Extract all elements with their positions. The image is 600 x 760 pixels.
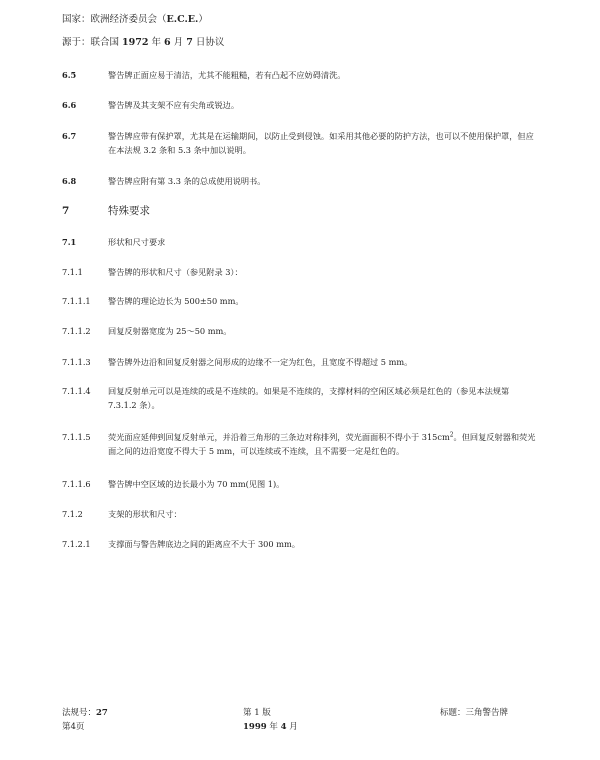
clause-text: 警告牌应带有保护罩，尤其是在运输期间，以防止受到侵蚀。如采用其他必要的防护方法，也可以不使用保护罩，但应在本法规 3.2 条和 5.3 条中加以说明。 [108,131,534,155]
header-country: 国家：欧洲经济委员会（E.C.E.） [62,14,208,25]
clause-text: 警告牌及其支架不应有尖角或锐边。 [108,100,240,110]
clause-number: 7.1.1.6 [62,479,91,489]
clause-text: 荧光面应延伸到回复反射单元，并沿着三角形的三条边对称排列，荧光面面积不得小于 $315cm^2$。但回复反射器和荧光面之间的边沿宽度不得大于 5 mm，可以连续或不连续，且不需要一定是红色的。 [108,431,536,456]
clause-number: 6.7 [62,131,77,141]
clause-text: 警告牌的理论边长为 500±50 mm。 [108,296,244,306]
country-code: E.C.E. [166,14,199,25]
clause-text: 警告牌应附有第 3.3 条的总成使用说明书。 [108,176,266,186]
page-number: 第4页 [62,722,85,732]
clause-number: 7.1.1.2 [62,326,91,336]
edition: 第 1 版 [243,708,271,718]
footer-regulation: 法规号：27 第4页 [62,708,108,732]
section-title: 特殊要求 [108,205,150,217]
header-source: 源于：联合国 1972 年 6 月 7 日协议 [62,37,225,48]
clause-text: 支撑面与警告牌底边之间的距离应不大于 300 mm。 [108,539,300,549]
section-number: 7 [62,205,70,217]
clause-text: 警告牌正面应易于清洁，尤其不能粗糙，若有凸起不应妨碍清洗。 [108,70,346,80]
clause-number: 7.1.2 [62,509,83,519]
clause-number: 7.1.1.3 [62,357,91,367]
footer-edition [243,706,298,734]
clause-text: 回复反射器宽度为 25～50 mm。 [108,326,232,336]
clause-number: 7.1.1.4 [62,386,91,396]
regulation-number: 27 [96,708,108,718]
clause-number: 7.1.1.1 [62,296,91,306]
clause-number: 6.5 [62,70,77,80]
footer-title: 标题：三角警告牌 [440,708,509,718]
clause-text: 警告牌中空区域的边长最小为 70 mm(见图 1)。 [108,479,285,489]
clause-number: 6.8 [62,176,77,186]
clause-number: 7.1 [62,237,77,247]
clause-text: 支架的形状和尺寸： [108,509,182,519]
clause-text: 回复反射单元可以是连续的或是不连续的。如果是不连续的，支撑材料的空闲区域必须是红色的（参见本法规第 7.3.1.2 条）。 [108,386,510,410]
clause-text: 警告牌外边沿和回复反射器之间形成的边缘不一定为红色，且宽度不得超过 5 mm。 [108,357,413,367]
clause-text: 警告牌的形状和尺寸（参见附录 3）： [108,267,243,277]
clause-number: 6.6 [62,100,77,110]
clause-number: 7.1.2.1 [62,539,91,549]
edition-date: 1999 年 4 月 [243,722,298,732]
clause-number: 7.1.1.5 [62,432,91,442]
clause-number: 7.1.1 [62,267,83,277]
clause-text: 形状和尺寸要求 [108,237,166,247]
